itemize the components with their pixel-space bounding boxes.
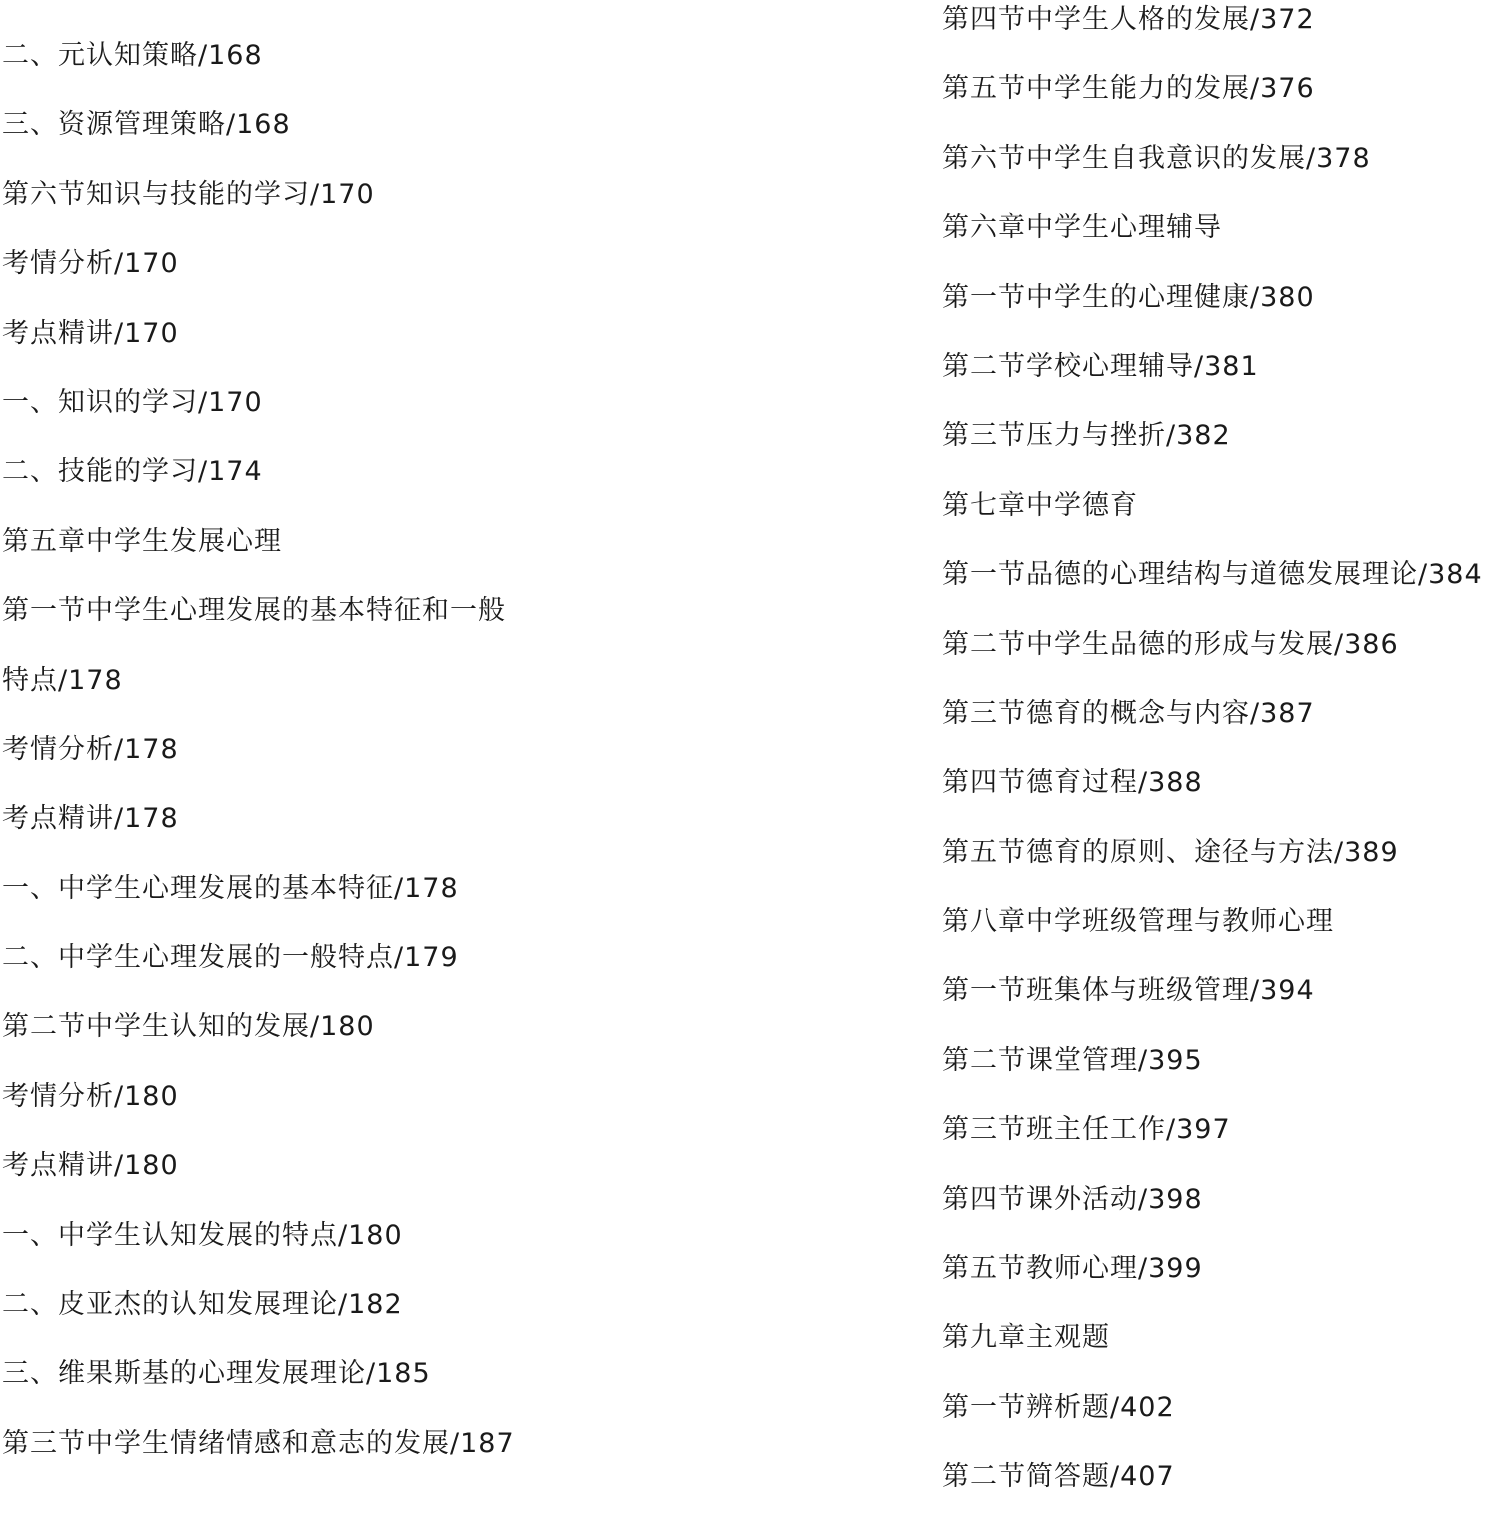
toc-entry: 二、元认知策略/168 xyxy=(2,40,263,71)
toc-entry: 第二节中学生认知的发展/180 xyxy=(2,1011,375,1043)
toc-entry: 第五节德育的原则、途径与方法/389 xyxy=(942,836,1399,868)
toc-entry: 第六节中学生自我意识的发展/378 xyxy=(942,142,1371,174)
toc-entry: 第一节中学生心理发展的基本特征和一般 xyxy=(2,595,506,627)
toc-entry: 考情分析/180 xyxy=(2,1080,179,1112)
toc-entry: 第五节中学生能力的发展/376 xyxy=(942,73,1315,105)
toc-entry: 第五节教师心理/399 xyxy=(942,1253,1203,1285)
toc-entry: 第二节课堂管理/395 xyxy=(942,1044,1203,1076)
toc-entry: 第三节压力与挫折/382 xyxy=(942,420,1231,452)
toc-right-column xyxy=(942,0,1498,1527)
toc-entry: 第一节中学生的心理健康/380 xyxy=(942,281,1315,313)
toc-entry: 第六节知识与技能的学习/170 xyxy=(2,178,375,210)
toc-entry: 第二节学校心理辅导/381 xyxy=(942,350,1259,382)
toc-entry: 第三节中学生情绪情感和意志的发展/187 xyxy=(2,1427,515,1459)
toc-left-column xyxy=(2,36,902,1493)
toc-entry: 考情分析/170 xyxy=(2,248,179,280)
toc-entry: 二、中学生心理发展的一般特点/179 xyxy=(2,942,459,974)
toc-chapter-heading: 第九章主观题 xyxy=(942,1322,1110,1354)
toc-entry: 特点/178 xyxy=(2,664,123,696)
toc-entry: 第一节品德的心理结构与道德发展理论/384 xyxy=(942,559,1483,591)
toc-entry: 考情分析/178 xyxy=(2,733,179,765)
toc-entry: 二、皮亚杰的认知发展理论/182 xyxy=(2,1289,403,1321)
toc-entry: 第一节辨析题/402 xyxy=(942,1391,1175,1423)
toc-entry: 一、中学生认知发展的特点/180 xyxy=(2,1219,403,1251)
toc-entry: 二、技能的学习/174 xyxy=(2,456,263,488)
toc-chapter-heading: 第六章中学生心理辅导 xyxy=(942,212,1222,244)
toc-entry: 第一节班集体与班级管理/394 xyxy=(942,975,1315,1007)
toc-entry: 第四节课外活动/398 xyxy=(942,1183,1203,1215)
toc-entry: 第四节德育过程/388 xyxy=(942,767,1203,799)
toc-entry: 考点精讲/180 xyxy=(2,1150,179,1182)
toc-chapter-heading: 第五章中学生发展心理 xyxy=(2,525,282,557)
toc-chapter-heading: 第七章中学德育 xyxy=(942,489,1138,521)
toc-entry: 第二节中学生品德的形成与发展/386 xyxy=(942,628,1399,660)
toc-entry: 一、中学生心理发展的基本特征/178 xyxy=(2,872,459,904)
toc-entry: 第三节班主任工作/397 xyxy=(942,1114,1231,1146)
toc-entry: 三、资源管理策略/168 xyxy=(2,109,291,141)
toc-entry: 第二节简答题/407 xyxy=(942,1461,1175,1493)
toc-chapter-heading: 第八章中学班级管理与教师心理 xyxy=(942,906,1334,938)
toc-entry: 三、维果斯基的心理发展理论/185 xyxy=(2,1358,431,1390)
toc-entry: 考点精讲/178 xyxy=(2,803,179,835)
toc-entry: 第四节中学生人格的发展/372 xyxy=(942,4,1315,35)
toc-entry: 一、知识的学习/170 xyxy=(2,386,263,418)
toc-entry: 考点精讲/170 xyxy=(2,317,179,349)
toc-entry: 第三节德育的概念与内容/387 xyxy=(942,697,1315,729)
